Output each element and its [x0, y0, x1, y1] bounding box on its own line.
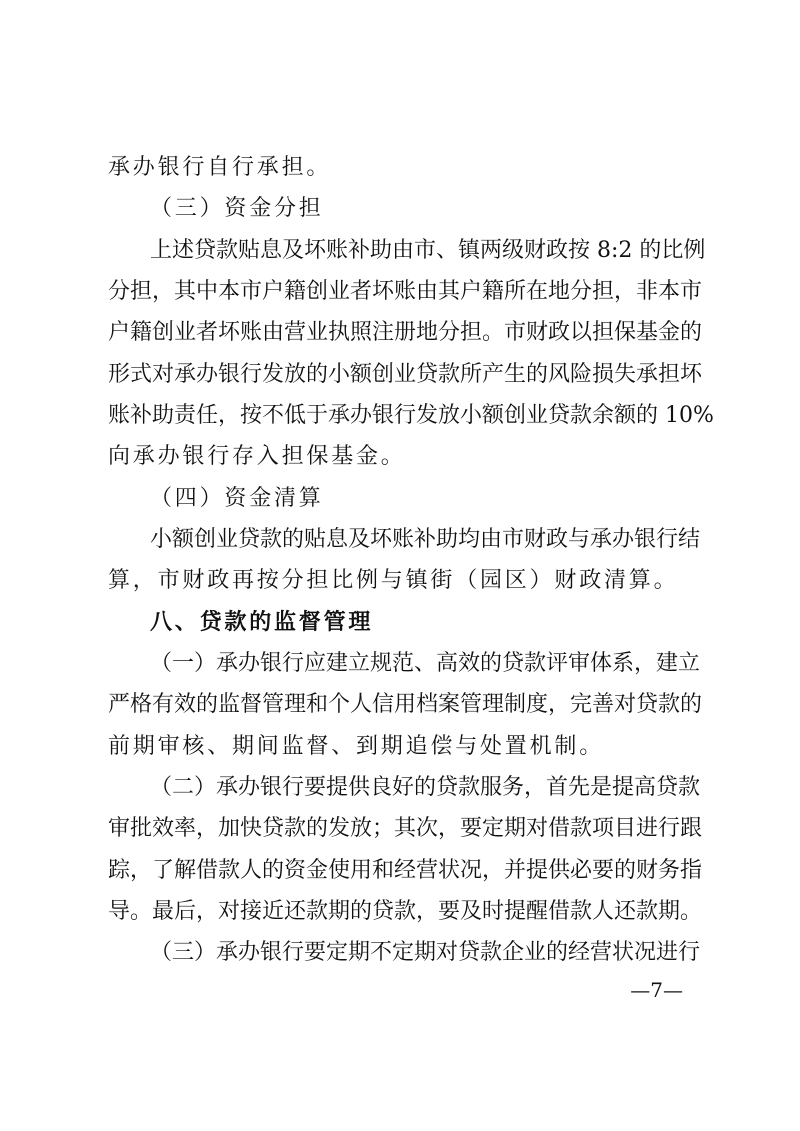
- section-heading: 八、贷款的监督管理: [150, 610, 374, 635]
- body-text-line: 审批效率，加快贷款的发放；其次，要定期对借款项目进行跟: [108, 816, 703, 841]
- body-text-line: 严格有效的监督管理和个人信用档案管理制度，完善对贷款的: [108, 692, 703, 717]
- section-subheading: （四）资金清算: [150, 486, 324, 511]
- body-text-line: 承办银行自行承担。: [108, 155, 332, 180]
- body-text-line: 导。最后，对接近还款期的贷款，要及时提醒借款人还款期。: [108, 899, 703, 924]
- body-text-line: 账补助责任，按不低于承办银行发放小额创业贷款余额的 10%: [108, 403, 714, 428]
- body-text-line: 形式对承办银行发放的小额创业贷款所产生的风险损失承担坏: [108, 362, 703, 387]
- body-text-line: 算，市财政再按分担比例与镇街（园区）财政清算。: [108, 568, 679, 593]
- body-text-line: 前期审核、期间监督、到期追偿与处置机制。: [108, 734, 605, 759]
- page-number: —7—: [630, 978, 683, 1002]
- body-text-line: 小额创业贷款的贴息及坏账补助均由市财政与承办银行结: [150, 527, 701, 552]
- body-text-line: 踪，了解借款人的资金使用和经营状况，并提供必要的财务指: [108, 858, 703, 883]
- body-text-line: 上述贷款贴息及坏账补助由市、镇两级财政按 8:2 的比例: [150, 238, 706, 263]
- body-text-line: （一）承办银行应建立规范、高效的贷款评审体系，建立: [150, 651, 701, 676]
- body-text-line: 分担，其中本市户籍创业者坏账由其户籍所在地分担，非本市: [108, 279, 703, 304]
- section-subheading: （三）资金分担: [150, 196, 324, 221]
- body-text-line: 向承办银行存入担保基金。: [108, 444, 406, 469]
- body-text-line: 户籍创业者坏账由营业执照注册地分担。市财政以担保基金的: [108, 320, 703, 345]
- body-text-line: （三）承办银行要定期不定期对贷款企业的经营状况进行: [150, 940, 701, 965]
- body-text-line: （二）承办银行要提供良好的贷款服务，首先是提高贷款: [150, 775, 701, 800]
